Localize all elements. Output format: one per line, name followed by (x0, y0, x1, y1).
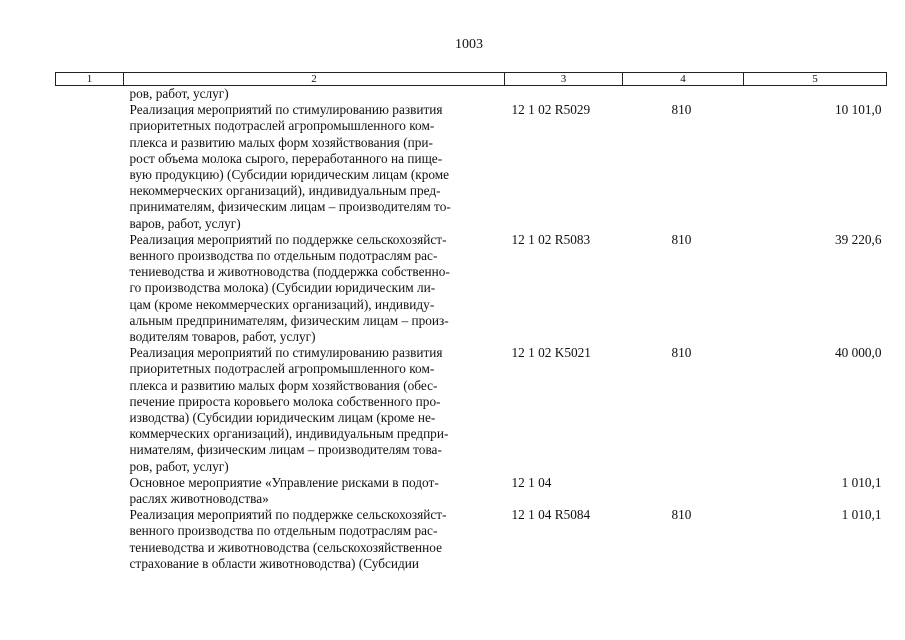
row-expense-type: 810 (671, 102, 692, 118)
row-empty-cell (56, 232, 124, 345)
row-amount: 1 010,1 (841, 507, 882, 523)
description-line: приоритетных подотраслей агропромышленного ком- (129, 361, 435, 377)
description-line: страхование в области животноводства) (Субсидии (129, 555, 419, 571)
description-line: Реализация мероприятий по поддержке сельскохозяйст- (129, 507, 447, 523)
description-line: Основное мероприятие «Управление рисками в подот- (129, 474, 439, 490)
row-amount: 40 000,0 (834, 345, 882, 361)
description-line: альным предпринимателям, физическим лицам – произ- (129, 312, 449, 328)
row-target-code: 12 1 02 R5083 (511, 231, 591, 247)
row-target-code: 12 1 04 R5084 (511, 507, 591, 523)
row-target-code: 12 1 02 R5029 (511, 102, 591, 118)
row-expense-type (623, 86, 744, 103)
row-expense-type: 810 (671, 231, 692, 247)
table-row (56, 475, 887, 507)
description-line: тениеводства и животноводства (поддержка собственно- (129, 264, 450, 280)
table-row (56, 507, 887, 572)
row-description (124, 102, 505, 232)
column-number-5: 5 (744, 73, 887, 86)
row-empty-cell (56, 102, 124, 232)
row-amount (744, 86, 887, 103)
description-line: плекса и развитию малых форм хозяйствования (при- (129, 134, 433, 150)
description-line: коммерческих организаций), индивидуальным предпри- (129, 426, 449, 442)
column-number-4: 4 (623, 73, 744, 86)
description-line: рост объема молока сырого, переработанного на пище- (129, 150, 443, 166)
description-line: принимателям, физическим лицам – производителям то- (129, 199, 451, 215)
description-line: вую продукцию) (Субсидии юридическим лицам (кроме (129, 167, 450, 183)
page-number: 1003 (455, 37, 483, 52)
description-line: тениеводства и животноводства (сельскохозяйственное (129, 539, 442, 555)
row-target-code: 12 1 04 (511, 474, 552, 490)
row-description (124, 475, 505, 507)
row-empty-cell (56, 507, 124, 572)
description-line: печение прироста коровьего молока собственного про- (129, 393, 441, 409)
row-description (124, 86, 505, 103)
row-amount: 10 101,0 (834, 102, 882, 118)
column-number-3: 3 (505, 73, 623, 86)
description-line: Реализация мероприятий по поддержке сельскохозяйст- (129, 231, 447, 247)
row-amount: 1 010,1 (841, 474, 882, 490)
row-empty-cell (56, 475, 124, 507)
description-line: венного производства по отдельным подотраслям рас- (129, 523, 438, 539)
row-empty-cell (56, 86, 124, 103)
description-line: ров, работ, услуг) (129, 86, 229, 101)
description-line: венного производства по отдельным подотраслям рас- (129, 248, 438, 264)
column-number-1: 1 (56, 73, 124, 86)
description-line: плекса и развитию малых форм хозяйствования (обес- (129, 377, 438, 393)
row-expense-type: 810 (671, 345, 692, 361)
row-empty-cell (56, 345, 124, 475)
row-amount: 39 220,6 (834, 231, 882, 247)
table-row (56, 232, 887, 345)
description-line: водителям товаров, работ, услуг) (129, 329, 316, 345)
row-description (124, 507, 505, 572)
table-body (56, 73, 887, 573)
column-number-2: 2 (124, 73, 505, 86)
description-line: изводства) (Субсидии юридическим лицам (кроме не- (129, 410, 436, 426)
table-row (56, 345, 887, 475)
table-row (56, 86, 887, 103)
description-line: ров, работ, услуг) (129, 458, 229, 474)
row-target-code: 12 1 02 K5021 (511, 345, 591, 361)
description-line: Реализация мероприятий по стимулированию развития (129, 345, 443, 361)
budget-table (55, 72, 887, 572)
table-row (56, 102, 887, 232)
row-expense-type (623, 475, 744, 507)
description-line: Реализация мероприятий по стимулированию развития (129, 102, 443, 118)
column-number-row (56, 73, 887, 86)
description-line: варов, работ, услуг) (129, 215, 241, 231)
description-line: некоммерческих организаций), индивидуальным пред- (129, 183, 441, 199)
row-target-code (505, 86, 623, 103)
description-line: раслях животноводства» (129, 491, 269, 507)
description-line: го производства молока) (Субсидии юридическим ли- (129, 280, 436, 296)
description-line: нимателям, физическим лицам – производителям това- (129, 442, 442, 458)
row-description (124, 232, 505, 345)
description-line: приоритетных подотраслей агропромышленного ком- (129, 118, 435, 134)
row-expense-type: 810 (671, 507, 692, 523)
row-description (124, 345, 505, 475)
description-line: цам (кроме некоммерческих организаций), индивиду- (129, 296, 435, 312)
